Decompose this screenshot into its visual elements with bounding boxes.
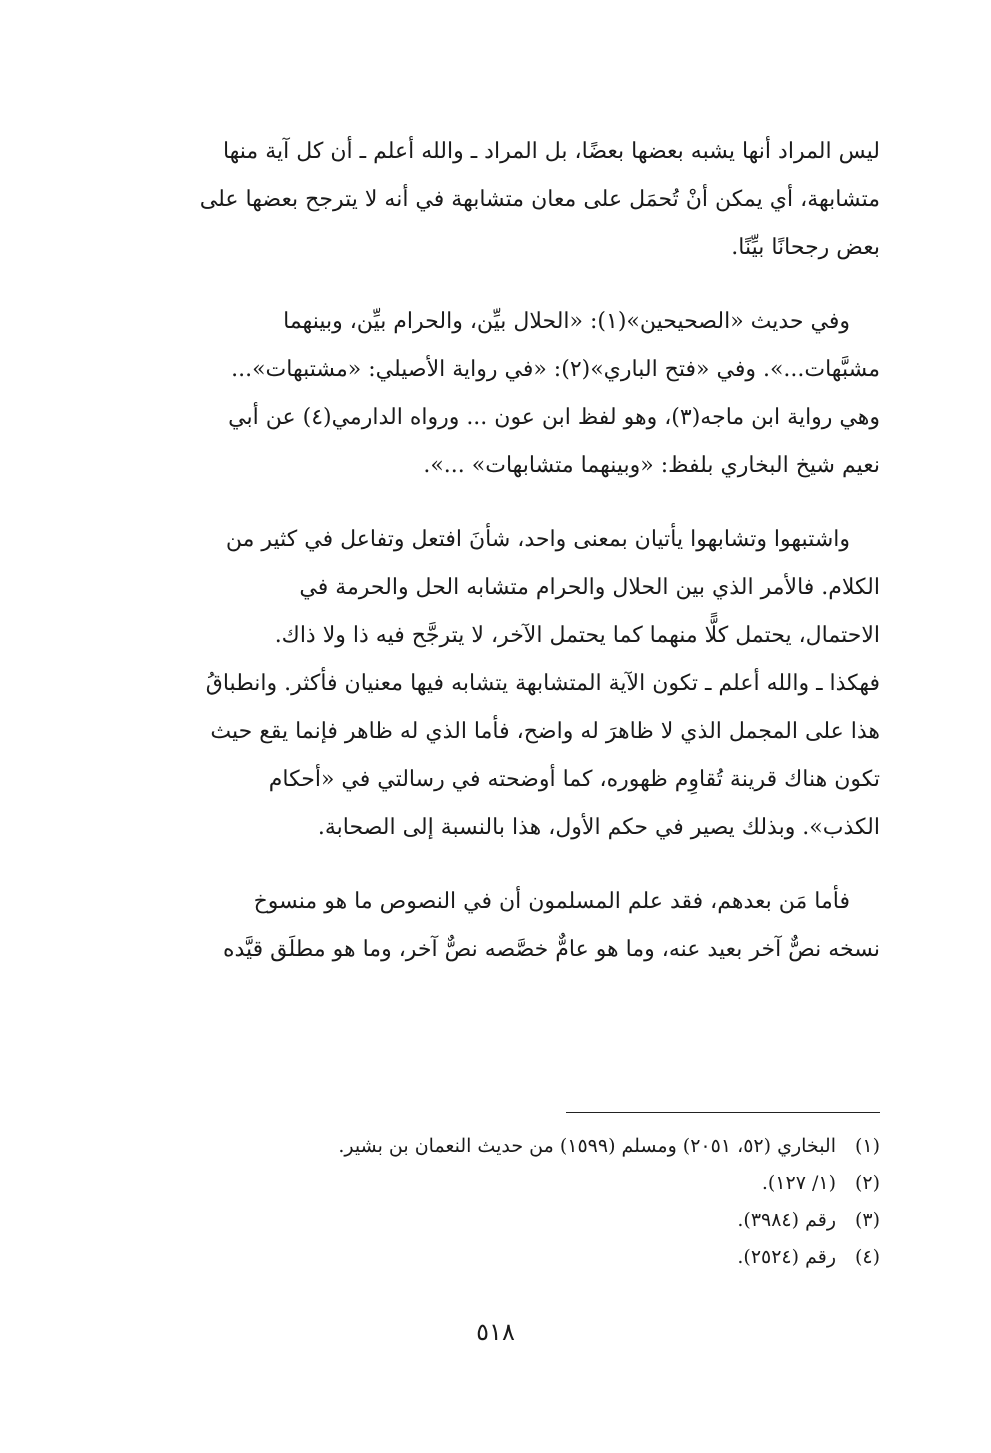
text-line: واشتبهوا وتشابهوا يأتيان بمعنى واحد، شأنَ افتعل وتفاعل في كثير من	[225, 527, 850, 552]
text-line: الكذب». وبذلك يصير في حكم الأول، هذا بالنسبة إلى الصحابة.	[317, 815, 880, 840]
paragraph-4	[105, 878, 880, 974]
page-number: ٥١٨	[476, 1318, 515, 1346]
footnote-number: (١)	[854, 1135, 880, 1157]
text-line: بعض رجحانًا بيِّنًا.	[731, 235, 880, 260]
text-line: فهكذا ـ والله أعلم ـ تكون الآية المتشابهة يتشابه فيها معنيان فأكثر. وانطباقُ	[205, 671, 880, 696]
paragraph-3	[105, 516, 880, 852]
footnote-number: (٣)	[854, 1209, 880, 1231]
footnote-number: (٢)	[854, 1172, 880, 1194]
footnote-3	[105, 1202, 880, 1239]
text-line: متشابهة، أي يمكن أنْ تُحمَل على معان متشابهة في أنه لا يترجح بعضها على	[199, 187, 880, 212]
footnote-number: (٤)	[854, 1246, 880, 1268]
footnotes	[105, 1128, 880, 1276]
paragraph-1	[105, 128, 880, 272]
text-line: مشبَّهات...». وفي «فتح الباري»(٢): «في رواية الأصيلي: «مشتبهات»...	[231, 357, 880, 382]
footnote-text: رقم (٢٥٢٤).	[737, 1246, 836, 1268]
text-line: فأما مَن بعدهم، فقد علم المسلمون أن في النصوص ما هو منسوخ	[253, 889, 850, 914]
text-line: هذا على المجمل الذي لا ظاهرَ له واضح، فأما الذي له ظاهر فإنما يقع حيث	[210, 719, 880, 744]
footnote-text: رقم (٣٩٨٤).	[737, 1209, 836, 1231]
paragraph-2	[105, 298, 880, 490]
text-line: وفي حديث «الصحيحين»(١): «الحلال بيِّن، والحرام بيِّن، وبينهما	[283, 309, 850, 334]
text-line: تكون هناك قرينة تُقاوِم ظهوره، كما أوضحته في رسالتي في «أحكام	[268, 767, 880, 792]
text-line: الكلام. فالأمر الذي بين الحلال والحرام متشابه الحل والحرمة في	[299, 575, 880, 600]
footnote-2	[105, 1165, 880, 1202]
footnote-text: (١/ ١٢٧).	[761, 1172, 836, 1194]
text-line: ليس المراد أنها يشبه بعضها بعضًا، بل المراد ـ والله أعلم ـ أن كل آية منها	[222, 139, 880, 164]
footnote-separator	[566, 1112, 880, 1113]
text-line: نعيم شيخ البخاري بلفظ: «وبينهما متشابهات» ...».	[423, 453, 880, 478]
text-line: نسخه نصٌّ آخر بعيد عنه، وما هو عامٌّ خصَّصه نصٌّ آخر، وما هو مطلَق قيَّده	[222, 937, 880, 962]
footnote-text: البخاري (٥٢، ٢٠٥١) ومسلم (١٥٩٩) من حديث النعمان بن بشير.	[338, 1135, 836, 1157]
text-line: الاحتمال، يحتمل كلًّا منهما كما يحتمل الآخر، لا يترجَّح فيه ذا ولا ذاك.	[274, 623, 880, 648]
footnote-4	[105, 1239, 880, 1276]
text-line: وهي رواية ابن ماجه(٣)، وهو لفظ ابن عون ... ورواه الدارمي(٤) عن أبي	[228, 405, 880, 430]
footnote-1	[105, 1128, 880, 1165]
body-text	[105, 128, 880, 1000]
